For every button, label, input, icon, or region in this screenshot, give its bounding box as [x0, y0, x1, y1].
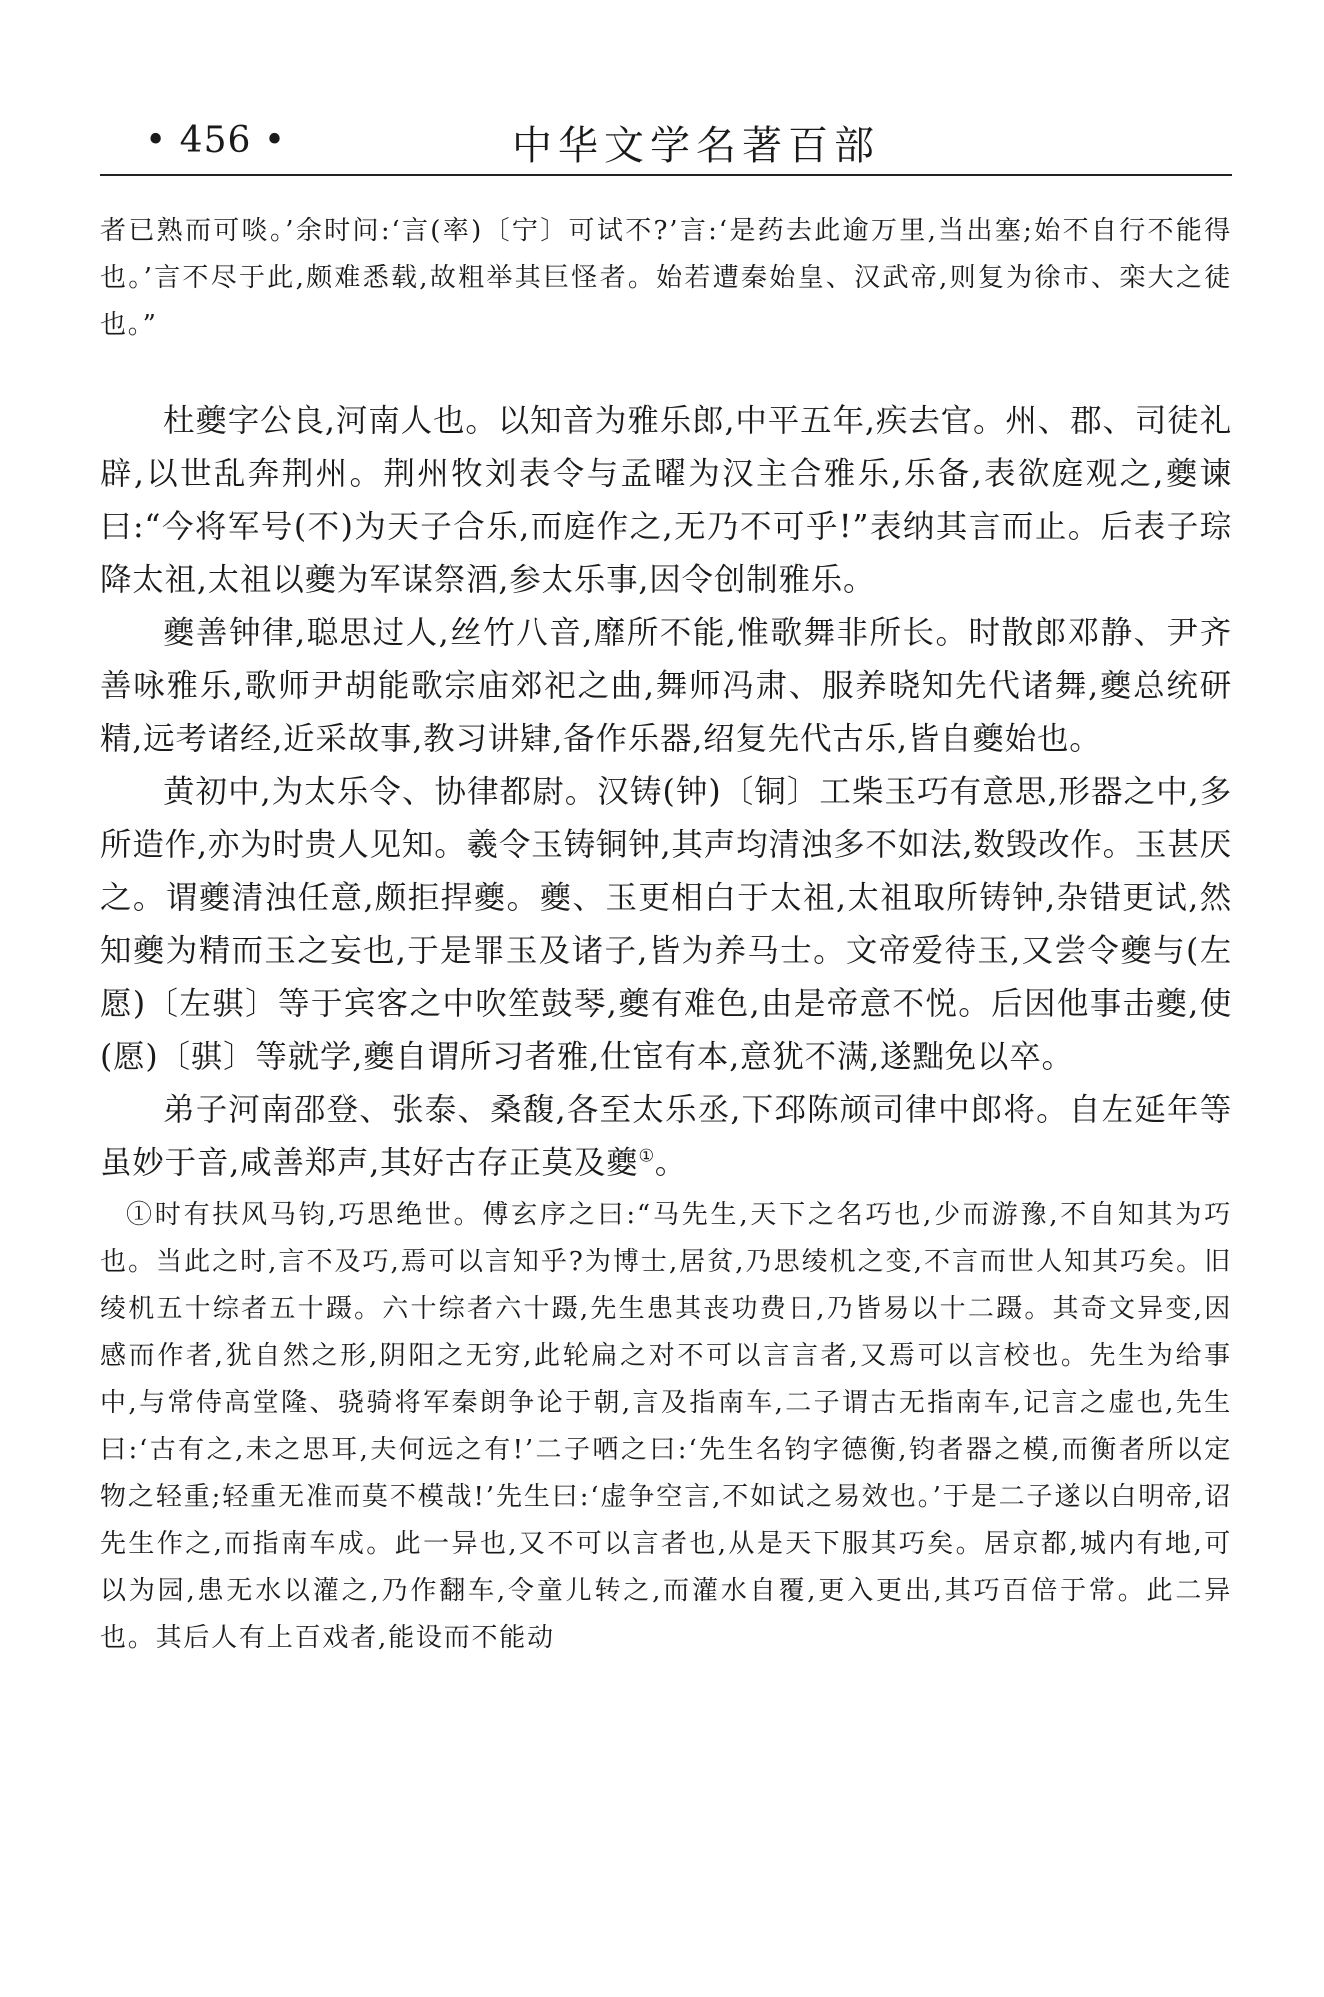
footnote: ①时有扶风马钧,巧思绝世。傅玄序之曰:“马先生,天下之名巧也,少而游豫,不自知其为巧也。当此之时,言不及巧,焉可以言知乎?为博士,居贫,乃思绫机之变,不言而世人知其巧矣。旧绫机五十综者五十蹑。六十综者六十蹑,先生患其丧功费日,乃皆易以十二蹑。其奇文异变,因感而作者,犹自然之形,阴阳之无穷,此轮扁之对不可以言言者,又焉可以言校也。先生为给事中,与常侍高堂隆、骁骑将军秦朗争论于朝,言及指南车,二子谓古无指南车,记言之虚也,先生曰:‘古有之,未之思耳,夫何远之有!’二子哂之曰:‘先生名钧字德衡,钧者器之模,而衡者所以定物之轻重;轻重无准而莫不模哉!’先生曰:‘虚争空言,不如试之易效也。’于是二子遂以白明帝,诏先生作之,而指南车成。此一异也,又不可以言者也,从是天下服其巧矣。居京都,城内有地,可以为园,患无水以灌之,乃作翻车,令童儿转之,而灌水自覆,更入更出,其巧百倍于常。此二异也。其后人有上百戏者,能设而不能动: [100, 1200, 1232, 1653]
paragraph-4-text: 弟子河南邵登、张泰、桑馥,各至太乐丞,下邳陈颃司律中郎将。自左延年等虽妙于音,咸善郑声,其好古存正莫及夔: [100, 1092, 1232, 1181]
footnote-ref-marker: ①: [638, 1146, 655, 1167]
continuation-note: 者已熟而可啖。’余时问:‘言(率)〔宁〕可试不?’言:‘是药去此逾万里,当出塞;始不自行不能得也。’言不尽于此,颇难悉载,故粗举其巨怪者。始若遭秦始皇、汉武帝,则复为徐市、栾大之徒也。”: [100, 216, 1232, 340]
page-body: [100, 208, 1232, 1662]
book-title: 中华文学名著百部: [512, 123, 880, 169]
paragraph-1: 杜夔字公良,河南人也。以知音为雅乐郎,中平五年,疾去官。州、郡、司徒礼辟,以世乱奔荆州。荆州牧刘表令与孟曜为汉主合雅乐,乐备,表欲庭观之,夔谏曰:“今将军号(不)为天子合乐,而庭作之,无乃不可乎!”表纳其言而止。后表子琮降太祖,太祖以夔为军谋祭酒,参太乐事,因令创制雅乐。: [100, 403, 1232, 598]
header-rule: [100, 174, 1232, 176]
paragraph-4: 弟子河南邵登、张泰、桑馥,各至太乐丞,下邳陈颃司律中郎将。自左延年等虽妙于音,咸善郑声,其好古存正莫及夔①。: [100, 1092, 1232, 1181]
paragraph-2: 夔善钟律,聪思过人,丝竹八音,靡所不能,惟歌舞非所长。时散郎邓静、尹齐善咏雅乐,歌师尹胡能歌宗庙郊祀之曲,舞师冯肃、服养晓知先代诸舞,夔总统研精,远考诸经,近采故事,教习讲肄,备作乐器,绍复先代古乐,皆自夔始也。: [100, 615, 1232, 757]
page-header: [100, 108, 1232, 178]
paragraph-3: 黄初中,为太乐令、协律都尉。汉铸(钟)〔铜〕工柴玉巧有意思,形器之中,多所造作,亦为时贵人见知。羲令玉铸铜钟,其声均清浊多不如法,数毁改作。玉甚厌之。谓夔清浊任意,颇拒捍夔。夔、玉更相白于太祖,太祖取所铸钟,杂错更试,然知夔为精而玉之妄也,于是罪玉及诸子,皆为养马士。文帝爱待玉,又尝令夔与(左愿)〔左骐〕等于宾客之中吹笙鼓琴,夔有难色,由是帝意不悦。后因他事击夔,使(愿)〔骐〕等就学,夔自谓所习者雅,仕宦有本,意犹不满,遂黜免以卒。: [100, 774, 1232, 1075]
page-number: • 456 •: [145, 120, 287, 161]
section-gap: [100, 349, 1232, 395]
